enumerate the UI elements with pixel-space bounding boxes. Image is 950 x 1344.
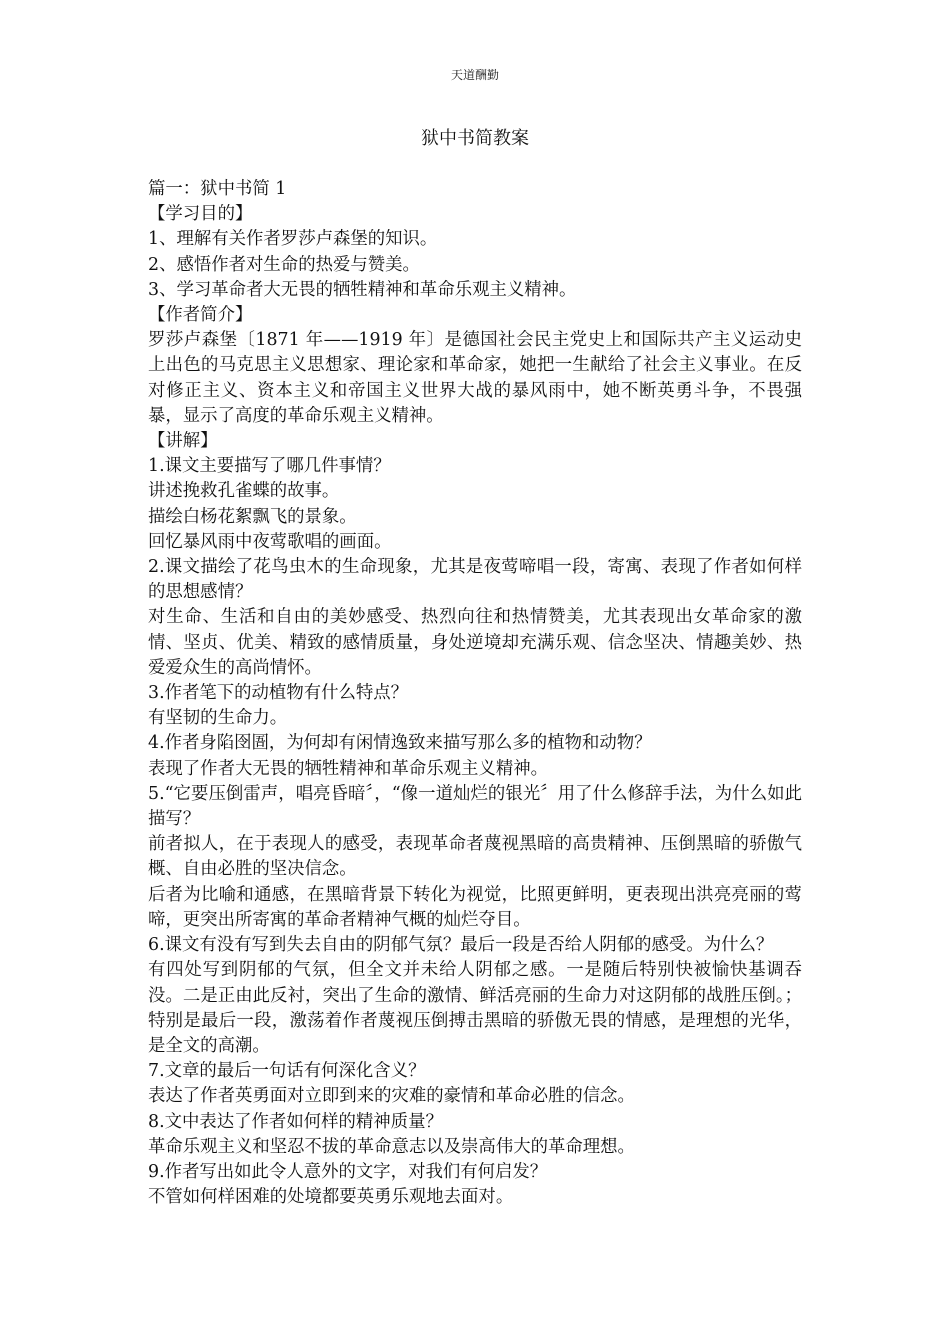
question: 4.作者身陷囹圄，为何却有闲情逸致来描写那么多的植物和动物？ [148,733,652,754]
document-title: 狱中书简教案 [421,128,529,149]
answer: 表达了作者英勇面对立即到来的灾难的豪情和革命必胜的信念。 [148,1086,635,1107]
document-body [148,177,802,1210]
question: 9.作者写出如此令人意外的文字，对我们有何启发？ [148,1161,548,1182]
answer: 回忆暴风雨中夜莺歌唱的画面。 [148,531,392,552]
answer: 讲述挽救孔雀蝶的故事。 [148,481,340,502]
objective-item: 2、感悟作者对生命的热爱与赞美。 [148,254,420,275]
answer: 不管如何样困难的处境都要英勇乐观地去面对。 [148,1187,514,1208]
page-header: 天道酬勤 [450,68,499,82]
question: 8.文中表达了作者如何样的精神质量？ [148,1111,443,1132]
objective-item: 1、理解有关作者罗莎卢森堡的知识。 [148,229,438,250]
answer: 前者拟人，在于表现人的感受，表现革命者蔑视黑暗的高贵精神、压倒黑暗的骄傲气概、自由必胜的坚决信念。 [148,834,802,880]
section-heading: 篇一：狱中书简 1 [148,179,287,199]
question: 3.作者笔下的动植物有什么特点？ [148,683,409,704]
question: 2.课文描绘了花鸟虫木的生命现象，尤其是夜莺啼唱一段，寄寓、表现了作者如何样的思想感情？ [148,557,802,603]
objective-item: 3、学习革命者大无畏的牺牲精神和革命乐观主义精神。 [148,279,577,300]
answer: 有四处写到阴郁的气氛，但全文并未给人阴郁之感。一是随后特别快被愉快基调吞没。二是正由此反衬，突出了生命的激情、鲜活亮丽的生命力对这阴郁的战胜压倒。；特别是最后一段，激荡着作者蔑视压倒搏击黑暗的骄傲无畏的情感，是理想的光华，是全文的高潮。 [148,960,802,1056]
answer: 描绘白杨花絮飘飞的景象。 [148,506,357,527]
section-label-objectives: 【学习目的】 [148,204,253,225]
author-intro-paragraph: 罗莎卢森堡〔1871 年——1919 年〕是德国社会民主党史上和国际共产主义运动史上出色的马克思主义思想家、理论家和革命家，她把一生献给了社会主义事业。在反对修正主义、资本主义和帝国主义世界大战的暴风雨中，她不断英勇斗争，不畏强暴，显示了高度的革命乐观主义精神。 [148,330,802,426]
answer: 对生命、生活和自由的美妙感受、热烈向往和热情赞美，尤其表现出女革命家的激情、坚贞、优美、精致的感情质量，身处逆境却充满乐观、信念坚决、情趣美妙、热爱爱众生的高尚情怀。 [148,607,802,678]
section-label-explanation: 【讲解】 [148,431,218,452]
answer: 革命乐观主义和坚忍不拔的革命意志以及崇高伟大的革命理想。 [148,1136,635,1157]
question: 7.文章的最后一句话有何深化含义？ [148,1061,426,1082]
answer: 有坚韧的生命力。 [148,708,288,729]
answer: 表现了作者大无畏的牺牲精神和革命乐观主义精神。 [148,758,548,779]
question: 6.课文有没有写到失去自由的阴郁气氛？最后一段是否给人阴郁的感受。为什么？ [148,935,774,956]
question: 1.课文主要描写了哪几件事情？ [148,456,391,477]
answer: 后者为比喻和通感，在黑暗背景下转化为视觉，比照更鲜明，更表现出洪亮亮丽的莺啼，更突出所寄寓的革命者精神气概的灿烂夺目。 [148,884,802,930]
question: 5.“它要压倒雷声，唱亮昏暗〞，“像一道灿烂的银光〞用了什么修辞手法，为什么如此描写？ [148,783,802,830]
section-label-author: 【作者简介】 [148,305,253,326]
